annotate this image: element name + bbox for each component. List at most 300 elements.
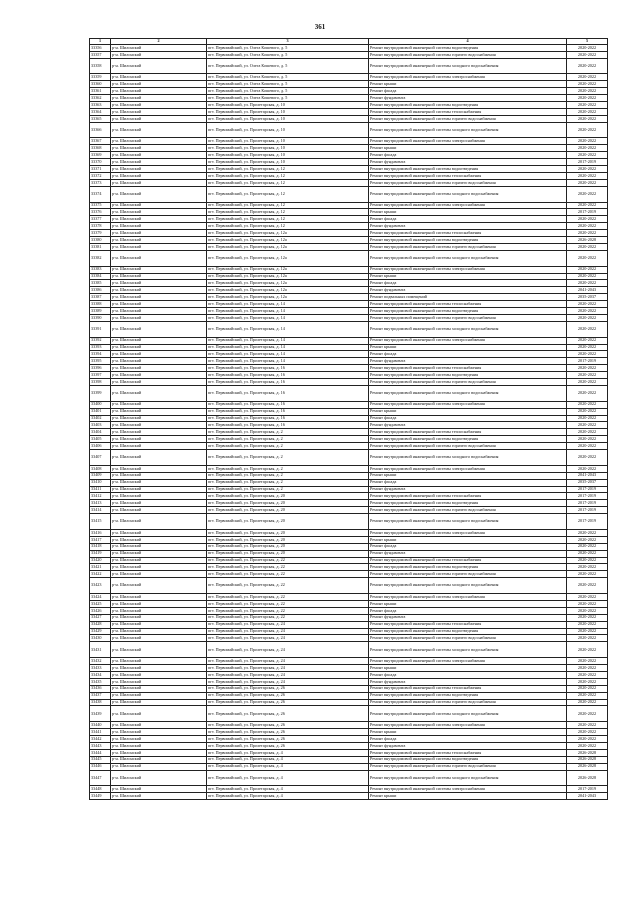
address-cell: пгт. Первомайский, ул. Пролетарская, д. 2	[207, 486, 369, 493]
district-cell: р-н. Шилонский	[111, 216, 207, 223]
work-type-cell: Ремонт крыши	[369, 664, 567, 671]
work-type-cell: Ремонт фундамента	[369, 422, 567, 429]
period-cell: 2020-2022	[567, 216, 608, 223]
work-type-cell: Ремонт крыши	[369, 600, 567, 607]
work-type-cell: Ремонт внутридомовой инженерной системы водоотведения	[369, 436, 567, 443]
address-cell: пгт. Первомайский, ул. Пролетарская, д. 4	[207, 770, 369, 786]
district-cell: р-н. Шилонский	[111, 450, 207, 466]
table-row	[90, 479, 608, 486]
work-type-cell: Ремонт внутридомовой инженерной системы электроснабжения	[369, 593, 567, 600]
period-cell: 2020-2022	[567, 742, 608, 749]
period-cell: 2020-2022	[567, 109, 608, 116]
district-cell: р-н. Шилонский	[111, 550, 207, 557]
period-cell: 2020-2022	[567, 699, 608, 706]
table-row	[90, 735, 608, 742]
table-row	[90, 209, 608, 216]
address-cell: пгт. Первомайский, ул. Пролетарская, д. 22	[207, 564, 369, 571]
work-type-cell: Ремонт крыши	[369, 536, 567, 543]
table-row	[90, 337, 608, 344]
district-cell: р-н. Шилонский	[111, 500, 207, 507]
period-cell: 2020-2022	[567, 408, 608, 415]
district-cell: р-н. Шилонский	[111, 244, 207, 251]
row-number: 33422	[90, 571, 111, 578]
row-number: 33440	[90, 721, 111, 728]
row-number: 33408	[90, 465, 111, 472]
district-cell: р-н. Шилонский	[111, 465, 207, 472]
table-row	[90, 685, 608, 692]
district-cell: р-н. Шилонский	[111, 578, 207, 594]
district-cell: р-н. Шилонский	[111, 786, 207, 793]
row-number: 33396	[90, 365, 111, 372]
district-cell: р-н. Шилонский	[111, 443, 207, 450]
period-cell: 2020-2022	[567, 351, 608, 358]
work-type-cell: Ремонт фасада	[369, 280, 567, 287]
table-row	[90, 472, 608, 479]
table-row	[90, 678, 608, 685]
period-cell: 2020-2022	[567, 322, 608, 338]
work-type-cell: Ремонт внутридомовой инженерной системы холодного водоснабжения	[369, 122, 567, 138]
period-cell: 2020-2022	[567, 657, 608, 664]
address-cell: пгт. Первомайский, ул. Пролетарская, д. 16	[207, 401, 369, 408]
period-cell: 2020-2022	[567, 621, 608, 628]
row-number: 33368	[90, 145, 111, 152]
table-row	[90, 379, 608, 386]
period-cell: 2020-2022	[567, 443, 608, 450]
period-cell: 2020-2022	[567, 564, 608, 571]
period-cell: 2020-2022	[567, 273, 608, 280]
work-type-cell: Ремонт внутридомовой инженерной системы холодного водоснабжения	[369, 322, 567, 338]
work-type-cell: Ремонт внутридомовой инженерной системы теплоснабжения	[369, 429, 567, 436]
table-row	[90, 557, 608, 564]
table-row	[90, 116, 608, 123]
district-cell: р-н. Шилонский	[111, 301, 207, 308]
period-cell: 2035-2037	[567, 479, 608, 486]
row-number: 33402	[90, 415, 111, 422]
table-row	[90, 770, 608, 786]
table-row	[90, 81, 608, 88]
column-header: 2	[111, 39, 207, 45]
table-row	[90, 266, 608, 273]
district-cell: р-н. Шилонский	[111, 230, 207, 237]
work-type-cell: Ремонт внутридомовой инженерной системы горячего водоснабжения	[369, 635, 567, 642]
column-header: 1	[90, 39, 111, 45]
address-cell: пгт. Первомайский, ул. Олега Кошевого, д. 5	[207, 88, 369, 95]
period-cell: 2017-2019	[567, 159, 608, 166]
district-cell: р-н. Шилонский	[111, 642, 207, 658]
period-cell: 2020-2022	[567, 401, 608, 408]
row-number: 33380	[90, 237, 111, 244]
address-cell: пгт. Первомайский, ул. Пролетарская, д. 22	[207, 600, 369, 607]
work-type-cell: Ремонт внутридомовой инженерной системы теплоснабжения	[369, 230, 567, 237]
address-cell: пгт. Первомайский, ул. Пролетарская, д. 2	[207, 472, 369, 479]
address-cell: пгт. Первомайский, ул. Пролетарская, д. 24	[207, 678, 369, 685]
row-number: 33409	[90, 472, 111, 479]
period-cell: 2020-2022	[567, 429, 608, 436]
district-cell: р-н. Шилонский	[111, 386, 207, 402]
work-type-cell: Ремонт внутридомовой инженерной системы электроснабжения	[369, 74, 567, 81]
address-cell: пгт. Первомайский, ул. Пролетарская, д. 10	[207, 122, 369, 138]
work-type-cell: Ремонт крыши	[369, 81, 567, 88]
work-type-cell: Ремонт внутридомовой инженерной системы холодного водоснабжения	[369, 770, 567, 786]
work-type-cell: Ремонт внутридомовой инженерной системы теплоснабжения	[369, 685, 567, 692]
address-cell: пгт. Первомайский, ул. Пролетарская, д. 10	[207, 152, 369, 159]
address-cell: пгт. Первомайский, ул. Пролетарская, д. 16	[207, 372, 369, 379]
table-row	[90, 230, 608, 237]
work-type-cell: Ремонт крыши	[369, 273, 567, 280]
address-cell: пгт. Первомайский, ул. Пролетарская, д. 12	[207, 209, 369, 216]
address-cell: пгт. Первомайский, ул. Пролетарская, д. 16	[207, 415, 369, 422]
row-number: 33443	[90, 742, 111, 749]
period-cell: 2026-2028	[567, 749, 608, 756]
work-type-cell: Ремонт внутридомовой инженерной системы водоотведения	[369, 166, 567, 173]
district-cell: р-н. Шилонский	[111, 749, 207, 756]
row-number: 33424	[90, 593, 111, 600]
address-cell: пгт. Первомайский, ул. Олега Кошевого, д. 5	[207, 81, 369, 88]
row-number: 33404	[90, 429, 111, 436]
row-number: 33437	[90, 692, 111, 699]
table-row	[90, 493, 608, 500]
period-cell: 2020-2022	[567, 202, 608, 209]
work-type-cell: Ремонт внутридомовой инженерной системы горячего водоснабжения	[369, 763, 567, 770]
address-cell: пгт. Первомайский, ул. Пролетарская, д. 16	[207, 365, 369, 372]
district-cell: р-н. Шилонский	[111, 166, 207, 173]
period-cell: 2020-2022	[567, 74, 608, 81]
table-row	[90, 202, 608, 209]
table-row	[90, 51, 608, 58]
district-cell: р-н. Шилонский	[111, 287, 207, 294]
period-cell: 2020-2022	[567, 45, 608, 52]
district-cell: р-н. Шилонский	[111, 507, 207, 514]
row-number: 33428	[90, 621, 111, 628]
row-number: 33372	[90, 173, 111, 180]
district-cell: р-н. Шилонский	[111, 543, 207, 550]
address-cell: пгт. Первомайский, ул. Пролетарская, д. 12	[207, 187, 369, 203]
period-cell: 2026-2028	[567, 770, 608, 786]
address-cell: пгт. Первомайский, ул. Пролетарская, д. 24	[207, 664, 369, 671]
work-type-cell: Ремонт внутридомовой инженерной системы водоотведения	[369, 308, 567, 315]
table-row	[90, 74, 608, 81]
work-type-cell: Ремонт внутридомовой инженерной системы холодного водоснабжения	[369, 578, 567, 594]
address-cell: пгт. Первомайский, ул. Пролетарская, д. 12	[207, 216, 369, 223]
period-cell: 2020-2022	[567, 721, 608, 728]
row-number: 33362	[90, 95, 111, 102]
row-number: 33370	[90, 159, 111, 166]
address-cell: пгт. Первомайский, ул. Пролетарская, д. 24	[207, 628, 369, 635]
work-type-cell: Ремонт крыши	[369, 792, 567, 799]
work-type-cell: Ремонт внутридомовой инженерной системы электроснабжения	[369, 337, 567, 344]
row-number: 33365	[90, 116, 111, 123]
row-number: 33379	[90, 230, 111, 237]
row-number: 33414	[90, 507, 111, 514]
district-cell: р-н. Шилонский	[111, 664, 207, 671]
district-cell: р-н. Шилонский	[111, 102, 207, 109]
address-cell: пгт. Первомайский, ул. Пролетарская, д. 20	[207, 514, 369, 530]
period-cell: 2020-2022	[567, 365, 608, 372]
address-cell: пгт. Первомайский, ул. Пролетарская, д. 12	[207, 202, 369, 209]
district-cell: р-н. Шилонский	[111, 109, 207, 116]
table-row	[90, 514, 608, 530]
work-type-cell: Ремонт внутридомовой инженерной системы теплоснабжения	[369, 621, 567, 628]
row-number: 33429	[90, 628, 111, 635]
work-type-cell: Ремонт внутридомовой инженерной системы холодного водоснабжения	[369, 706, 567, 722]
district-cell: р-н. Шилонский	[111, 223, 207, 230]
address-cell: пгт. Первомайский, ул. Пролетарская, д. 10	[207, 116, 369, 123]
address-cell: пгт. Первомайский, ул. Пролетарская, д. 4	[207, 792, 369, 799]
district-cell: р-н. Шилонский	[111, 742, 207, 749]
work-type-cell: Ремонт внутридомовой инженерной системы горячего водоснабжения	[369, 51, 567, 58]
row-number: 33384	[90, 273, 111, 280]
table-row	[90, 159, 608, 166]
address-cell: пгт. Первомайский, ул. Пролетарская, д. 14	[207, 351, 369, 358]
address-cell: пгт. Первомайский, ул. Пролетарская, д. 26	[207, 692, 369, 699]
address-cell: пгт. Первомайский, ул. Пролетарская, д. 14	[207, 315, 369, 322]
district-cell: р-н. Шилонский	[111, 344, 207, 351]
district-cell: р-н. Шилонский	[111, 628, 207, 635]
work-type-cell: Ремонт внутридомовой инженерной системы электроснабжения	[369, 138, 567, 145]
work-type-cell: Ремонт внутридомовой инженерной системы холодного водоснабжения	[369, 642, 567, 658]
period-cell: 2020-2022	[567, 266, 608, 273]
period-cell: 2020-2022	[567, 628, 608, 635]
row-number: 33391	[90, 322, 111, 338]
address-cell: пгт. Первомайский, ул. Пролетарская, д. 26	[207, 735, 369, 742]
period-cell: 2020-2022	[567, 386, 608, 402]
district-cell: р-н. Шилонский	[111, 735, 207, 742]
table-row	[90, 635, 608, 642]
address-cell: пгт. Первомайский, ул. Пролетарская, д. 4	[207, 763, 369, 770]
table-row	[90, 308, 608, 315]
district-cell: р-н. Шилонский	[111, 237, 207, 244]
column-header: 4	[369, 39, 567, 45]
period-cell: 2020-2022	[567, 571, 608, 578]
address-cell: пгт. Первомайский, ул. Пролетарская, д. 24	[207, 642, 369, 658]
work-type-cell: Ремонт внутридомовой инженерной системы горячего водоснабжения	[369, 699, 567, 706]
period-cell: 2020-2022	[567, 671, 608, 678]
district-cell: р-н. Шилонский	[111, 315, 207, 322]
district-cell: р-н. Шилонский	[111, 88, 207, 95]
district-cell: р-н. Шилонский	[111, 138, 207, 145]
period-cell: 2020-2022	[567, 465, 608, 472]
work-type-cell: Ремонт внутридомовой инженерной системы холодного водоснабжения	[369, 450, 567, 466]
period-cell: 2035-2037	[567, 294, 608, 301]
period-cell: 2020-2022	[567, 122, 608, 138]
work-type-cell: Ремонт внутридомовой инженерной системы теплоснабжения	[369, 173, 567, 180]
table-row	[90, 500, 608, 507]
district-cell: р-н. Шилонский	[111, 422, 207, 429]
work-type-cell: Ремонт фасада	[369, 735, 567, 742]
district-cell: р-н. Шилонский	[111, 415, 207, 422]
table-row	[90, 358, 608, 365]
table-row	[90, 756, 608, 763]
period-cell: 2020-2022	[567, 152, 608, 159]
table-row	[90, 315, 608, 322]
work-type-cell: Ремонт внутридомовой инженерной системы горячего водоснабжения	[369, 443, 567, 450]
address-cell: пгт. Первомайский, ул. Пролетарская, д. 2	[207, 429, 369, 436]
table-row	[90, 642, 608, 658]
row-number: 33371	[90, 166, 111, 173]
row-number: 33366	[90, 122, 111, 138]
address-cell: пгт. Первомайский, ул. Пролетарская, д. 10	[207, 145, 369, 152]
address-cell: пгт. Первомайский, ул. Пролетарская, д. 20	[207, 536, 369, 543]
row-number: 33416	[90, 529, 111, 536]
row-number: 33389	[90, 308, 111, 315]
district-cell: р-н. Шилонский	[111, 571, 207, 578]
table-row	[90, 728, 608, 735]
address-cell: пгт. Первомайский, ул. Пролетарская, д. 10	[207, 159, 369, 166]
period-cell: 2020-2022	[567, 550, 608, 557]
row-number: 33401	[90, 408, 111, 415]
district-cell: р-н. Шилонский	[111, 408, 207, 415]
period-cell: 2020-2022	[567, 422, 608, 429]
table-row	[90, 486, 608, 493]
period-cell: 2020-2022	[567, 337, 608, 344]
address-cell: пгт. Первомайский, ул. Пролетарская, д. 12а	[207, 251, 369, 267]
row-number: 33442	[90, 735, 111, 742]
row-number: 33381	[90, 244, 111, 251]
district-cell: р-н. Шилонский	[111, 593, 207, 600]
work-type-cell: Ремонт внутридомовой инженерной системы теплоснабжения	[369, 301, 567, 308]
period-cell: 2020-2022	[567, 166, 608, 173]
work-type-cell: Ремонт внутридомовой инженерной системы водоотведения	[369, 692, 567, 699]
work-type-cell: Ремонт внутридомовой инженерной системы электроснабжения	[369, 465, 567, 472]
table-row	[90, 251, 608, 267]
period-cell: 2020-2022	[567, 635, 608, 642]
district-cell: р-н. Шилонский	[111, 273, 207, 280]
district-cell: р-н. Шилонский	[111, 209, 207, 216]
period-cell: 2020-2022	[567, 614, 608, 621]
district-cell: р-н. Шилонский	[111, 145, 207, 152]
table-row	[90, 166, 608, 173]
period-cell: 2020-2022	[567, 95, 608, 102]
table-row	[90, 173, 608, 180]
district-cell: р-н. Шилонский	[111, 372, 207, 379]
work-type-cell: Ремонт фасада	[369, 152, 567, 159]
period-cell: 2020-2022	[567, 372, 608, 379]
repair-schedule-table	[89, 38, 608, 800]
period-cell: 2017-2019	[567, 493, 608, 500]
address-cell: пгт. Первомайский, ул. Пролетарская, д. 12а	[207, 266, 369, 273]
work-type-cell: Ремонт крыши	[369, 472, 567, 479]
work-type-cell: Ремонт внутридомовой инженерной системы теплоснабжения	[369, 109, 567, 116]
row-number: 33388	[90, 301, 111, 308]
table-row	[90, 564, 608, 571]
row-number: 33395	[90, 358, 111, 365]
district-cell: р-н. Шилонский	[111, 173, 207, 180]
address-cell: пгт. Первомайский, ул. Пролетарская, д. 20	[207, 493, 369, 500]
address-cell: пгт. Первомайский, ул. Пролетарская, д. 10	[207, 102, 369, 109]
district-cell: р-н. Шилонский	[111, 122, 207, 138]
address-cell: пгт. Первомайский, ул. Пролетарская, д. 20	[207, 543, 369, 550]
row-number: 33392	[90, 337, 111, 344]
period-cell: 2020-2022	[567, 557, 608, 564]
row-number: 33447	[90, 770, 111, 786]
period-cell: 2017-2019	[567, 500, 608, 507]
district-cell: р-н. Шилонский	[111, 728, 207, 735]
period-cell: 2020-2022	[567, 344, 608, 351]
row-number: 33423	[90, 578, 111, 594]
work-type-cell: Ремонт внутридомовой инженерной системы холодного водоснабжения	[369, 187, 567, 203]
row-number: 33373	[90, 180, 111, 187]
work-type-cell: Ремонт внутридомовой инженерной системы электроснабжения	[369, 401, 567, 408]
table-row	[90, 436, 608, 443]
district-cell: р-н. Шилонский	[111, 792, 207, 799]
work-type-cell: Ремонт крыши	[369, 728, 567, 735]
district-cell: р-н. Шилонский	[111, 81, 207, 88]
table-row	[90, 344, 608, 351]
row-number: 33436	[90, 685, 111, 692]
address-cell: пгт. Первомайский, ул. Пролетарская, д. 2	[207, 465, 369, 472]
period-cell: 2020-2022	[567, 116, 608, 123]
row-number: 33364	[90, 109, 111, 116]
row-number: 33418	[90, 543, 111, 550]
table-row	[90, 223, 608, 230]
work-type-cell: Ремонт фасада	[369, 88, 567, 95]
period-cell: 2020-2022	[567, 173, 608, 180]
address-cell: пгт. Первомайский, ул. Пролетарская, д. 24	[207, 671, 369, 678]
work-type-cell: Ремонт внутридомовой инженерной системы теплоснабжения	[369, 557, 567, 564]
address-cell: пгт. Первомайский, ул. Пролетарская, д. 2	[207, 450, 369, 466]
period-cell: 2020-2022	[567, 280, 608, 287]
period-cell: 2020-2022	[567, 607, 608, 614]
address-cell: пгт. Первомайский, ул. Пролетарская, д. 12а	[207, 244, 369, 251]
table-row	[90, 550, 608, 557]
row-number: 33386	[90, 287, 111, 294]
district-cell: р-н. Шилонский	[111, 58, 207, 74]
address-cell: пгт. Первомайский, ул. Пролетарская, д. 14	[207, 308, 369, 315]
period-cell: 2020-2022	[567, 223, 608, 230]
row-number: 33378	[90, 223, 111, 230]
period-cell: 2020-2022	[567, 415, 608, 422]
address-cell: пгт. Первомайский, ул. Пролетарская, д. 4	[207, 786, 369, 793]
period-cell: 2020-2022	[567, 379, 608, 386]
table-row	[90, 138, 608, 145]
address-cell: пгт. Первомайский, ул. Пролетарская, д. 14	[207, 337, 369, 344]
row-number: 33410	[90, 479, 111, 486]
work-type-cell: Ремонт внутридомовой инженерной системы холодного водоснабжения	[369, 514, 567, 530]
work-type-cell: Ремонт фундамента	[369, 742, 567, 749]
row-number: 33358	[90, 58, 111, 74]
district-cell: р-н. Шилонский	[111, 486, 207, 493]
district-cell: р-н. Шилонский	[111, 429, 207, 436]
district-cell: р-н. Шилонский	[111, 266, 207, 273]
address-cell: пгт. Первомайский, ул. Пролетарская, д. 2	[207, 436, 369, 443]
table-row	[90, 322, 608, 338]
address-cell: пгт. Первомайский, ул. Пролетарская, д. 16	[207, 422, 369, 429]
district-cell: р-н. Шилонский	[111, 564, 207, 571]
column-header: 3	[207, 39, 369, 45]
row-number: 33413	[90, 500, 111, 507]
work-type-cell: Ремонт крыши	[369, 209, 567, 216]
address-cell: пгт. Первомайский, ул. Пролетарская, д. 20	[207, 529, 369, 536]
table-row	[90, 386, 608, 402]
address-cell: пгт. Первомайский, ул. Пролетарская, д. 22	[207, 557, 369, 564]
period-cell: 2020-2022	[567, 692, 608, 699]
district-cell: р-н. Шилонский	[111, 614, 207, 621]
table-row	[90, 529, 608, 536]
work-type-cell: Ремонт внутридомовой инженерной системы электроснабжения	[369, 529, 567, 536]
district-cell: р-н. Шилонский	[111, 187, 207, 203]
work-type-cell: Ремонт внутридомовой инженерной системы электроснабжения	[369, 786, 567, 793]
district-cell: р-н. Шилонский	[111, 529, 207, 536]
table-row	[90, 763, 608, 770]
table-row	[90, 600, 608, 607]
district-cell: р-н. Шилонский	[111, 756, 207, 763]
row-number: 33449	[90, 792, 111, 799]
address-cell: пгт. Первомайский, ул. Пролетарская, д. 22	[207, 593, 369, 600]
address-cell: пгт. Первомайский, ул. Олега Кошевого, д. 5	[207, 51, 369, 58]
district-cell: р-н. Шилонский	[111, 358, 207, 365]
work-type-cell: Ремонт внутридомовой инженерной системы электроснабжения	[369, 721, 567, 728]
period-cell: 2020-2022	[567, 706, 608, 722]
